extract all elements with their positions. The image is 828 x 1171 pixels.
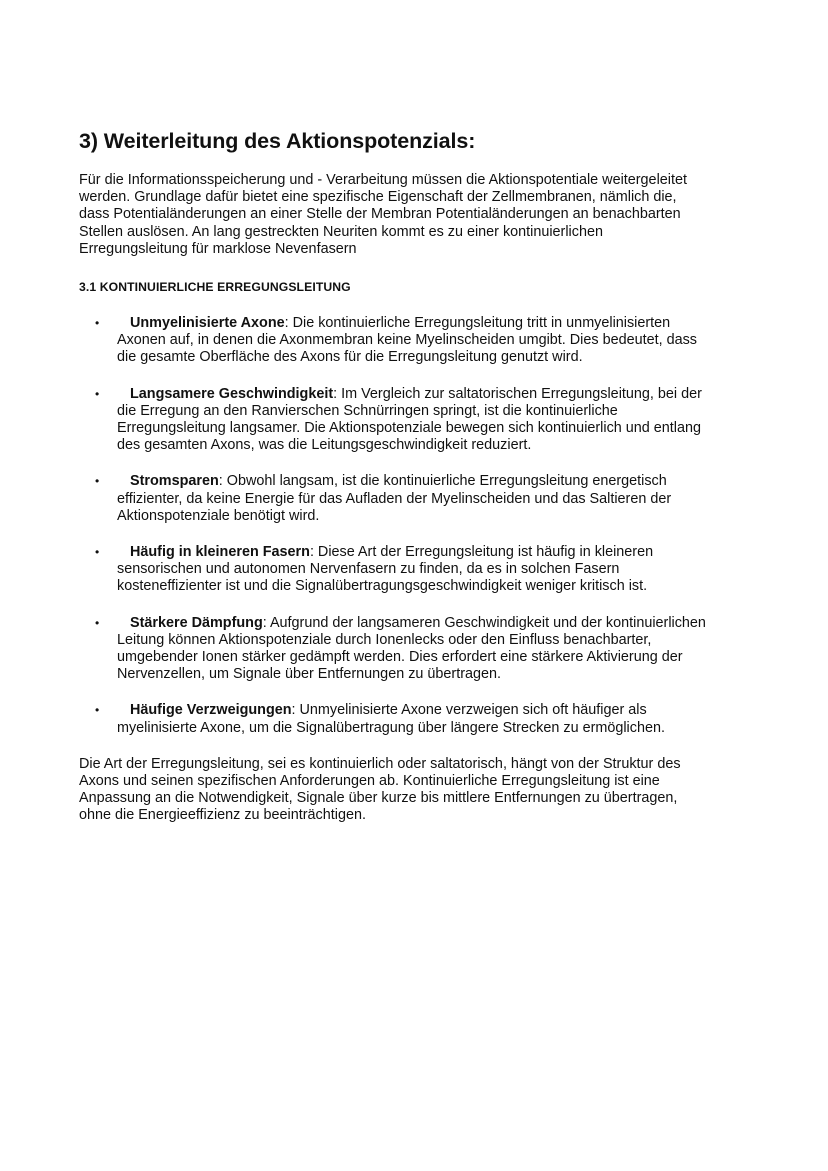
bullet-line: die gesamte Oberfläche des Axons für die Erregungsleitung genutzt wird. [117, 349, 583, 366]
bullet-list [79, 315, 759, 737]
bullet-term: Häufige Verzweigungen [130, 702, 292, 719]
bullet-icon: • [95, 615, 100, 630]
intro-line: Erregungsleitung für marklose Nevenfasern [79, 240, 357, 257]
bullet-term: Unmyelinisierte Axone [130, 315, 285, 332]
bullet-line: : Diese Art der Erregungsleitung ist häufig in kleineren [309, 544, 654, 561]
bullet-term: Stärkere Dämpfung [130, 614, 263, 631]
bullet-term: Stromsparen [130, 473, 219, 490]
intro-line: werden. Grundlage dafür bietet eine spezifische Eigenschaft der Zellmembranen, nämlich die, [79, 189, 677, 206]
bullet-line: kosteneffizienter ist und die Signalübertragungsgeschwindigkeit weniger kritisch ist. [117, 578, 648, 595]
bullet-term: Häufig in kleineren Fasern [130, 544, 310, 561]
list-item [79, 615, 759, 684]
bullet-line: : Im Vergleich zur saltatorischen Erregungsleitung, bei der [333, 385, 702, 402]
bullet-icon: • [95, 386, 100, 401]
bullet-line: sensorischen und autonomen Nervenfasern zu finden, da es in solchen Fasern [117, 561, 620, 578]
bullet-line: : Obwohl langsam, ist die kontinuierliche Erregungsleitung energetisch [218, 473, 667, 490]
list-item [79, 544, 759, 596]
bullet-line: Nervenzellen, um Signale über Entfernungen zu übertragen. [117, 666, 501, 683]
bullet-line: effizienter, da keine Energie für das Aufladen der Myelinscheiden und das Saltieren der [117, 490, 672, 507]
bullet-icon: • [95, 545, 100, 560]
intro-line: dass Potentialänderungen an einer Stelle der Membran Potentialänderungen an benachbarten [79, 206, 681, 223]
bullet-icon: • [95, 316, 100, 331]
list-item [79, 473, 759, 525]
bullet-term: Langsamere Geschwindigkeit [130, 385, 334, 402]
list-item [79, 386, 759, 455]
list-item [79, 702, 759, 736]
intro-paragraph [79, 172, 759, 258]
bullet-line: myelinisierte Axone, um die Signalübertragung über längere Strecken zu ermöglichen. [117, 719, 665, 736]
document-page [79, 127, 759, 825]
bullet-icon: • [95, 474, 100, 489]
bullet-line: des gesamten Axons, was die Leitungsgeschwindigkeit reduziert. [117, 437, 532, 454]
closing-line: ohne die Energieeffizienz zu beeinträchtigen. [79, 807, 366, 824]
bullet-line: Axonen auf, in denen die Axonmembran keine Myelinscheiden umgibt. Dies bedeutet, dass [117, 332, 697, 349]
closing-line: Axons und seinen spezifischen Anforderungen ab. Kontinuierliche Erregungsleitung ist eine [79, 773, 660, 790]
closing-line: Anpassung an die Notwendigkeit, Signale über kurze bis mittlere Entfernungen zu übertragen, [79, 790, 678, 807]
intro-line: Stellen auslösen. An lang gestreckten Neuriten kommt es zu einer kontinuierlichen [79, 223, 603, 240]
bullet-line: Leitung können Aktionspotenziale durch Ionenlecks oder den Einfluss benachbarter, [117, 631, 652, 648]
intro-line: Für die Informationsspeicherung und - Verarbeitung müssen die Aktionspotentiale weitergeleitet [79, 172, 687, 188]
bullet-line: Erregungsleitung langsamer. Die Aktionspotenziale bewegen sich kontinuierlich und entlang [117, 420, 701, 437]
bullet-line: : Aufgrund der langsameren Geschwindigkeit und der kontinuierlichen [262, 614, 706, 631]
bullet-line: die Erregung an den Ranvierschen Schnürringen springt, ist die kontinuierliche [117, 402, 618, 419]
bullet-line: : Die kontinuierliche Erregungsleitung tritt in unmyelinisierten [284, 315, 671, 332]
closing-paragraph [79, 756, 759, 825]
list-item [79, 315, 759, 367]
page-title: 3) Weiterleitung des Aktionspotenzials: [79, 129, 476, 153]
closing-line: Die Art der Erregungsleitung, sei es kontinuierlich oder saltatorisch, hängt von der Struktur des [79, 755, 681, 772]
bullet-line: : Unmyelinisierte Axone verzweigen sich oft häufiger als [291, 702, 647, 719]
bullet-line: Aktionspotenziale benötigt wird. [117, 507, 320, 524]
bullet-line: umgebender Ionen stärker gedämpft werden. Dies erfordert eine stärkere Aktivierung der [117, 649, 683, 666]
section-heading: 3.1 KONTINUIERLICHE ERREGUNGSLEITUNG [79, 280, 351, 295]
bullet-icon: • [95, 703, 100, 718]
